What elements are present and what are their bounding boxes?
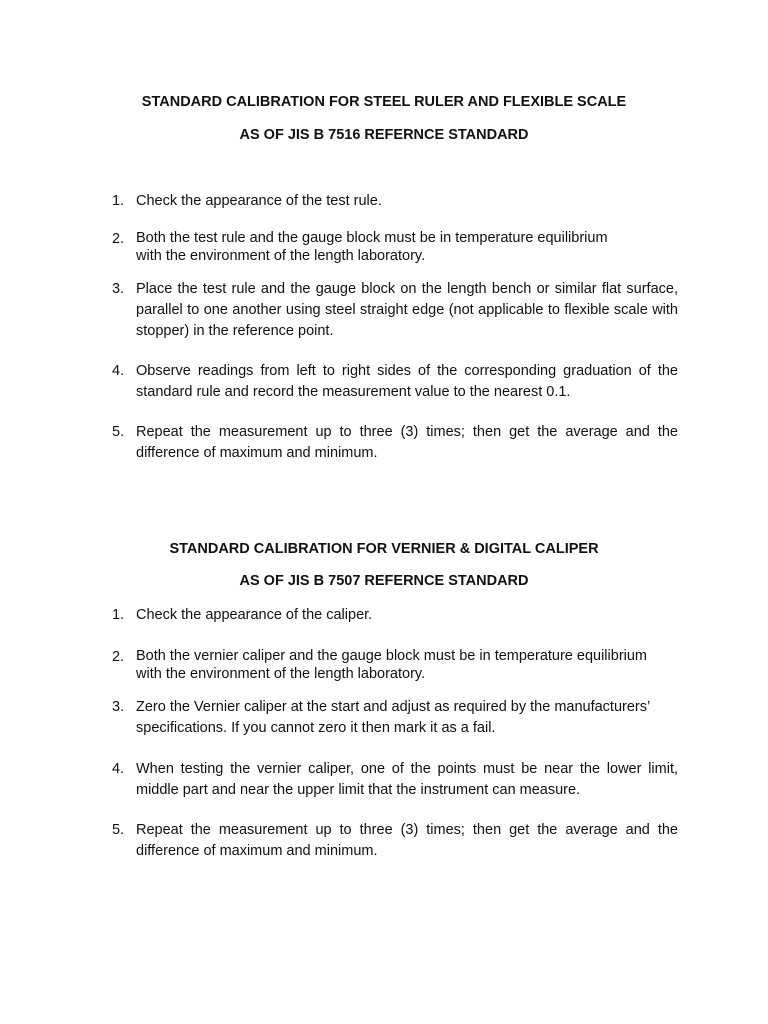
item-number: 1. xyxy=(112,607,125,623)
section2-title: STANDARD CALIBRATION FOR VERNIER & DIGITAL CALIPER xyxy=(169,541,599,557)
item-number: 4. xyxy=(112,363,125,379)
item-text: Repeat the measurement up to three (3) times; then get the average and the difference of maximum and minimum. xyxy=(136,424,678,461)
section2-subtitle: AS OF JIS B 7507 REFERNCE STANDARD xyxy=(239,573,529,589)
item-text: Check the appearance of the test rule. xyxy=(136,193,382,209)
item-text: Check the appearance of the caliper. xyxy=(136,607,373,623)
item-text: Zero the Vernier caliper at the start and adjust as required by the manufacturers’ specifications. If you cannot zero it then mark it as a fail. xyxy=(136,699,650,736)
item-number: 5. xyxy=(112,822,125,838)
item-text: When testing the vernier caliper, one of the points must be near the lower limit, middle part and near the upper limit that the instrument can measure. xyxy=(136,761,678,798)
item-number: 1. xyxy=(112,193,125,209)
item-number: 3. xyxy=(112,281,125,297)
section1-subtitle: AS OF JIS B 7516 REFERNCE STANDARD xyxy=(239,127,529,143)
section2-item-4 xyxy=(112,759,678,801)
item-text: Observe readings from left to right sides of the corresponding graduation of the standard rule and record the measurement value to the nearest 0.1. xyxy=(136,363,678,400)
item-text: Both the vernier caliper and the gauge block must be in temperature equilibrium with the environment of the length laboratory. xyxy=(136,648,648,682)
item-text: Both the test rule and the gauge block must be in temperature equilibrium with the environment of the length laboratory. xyxy=(136,230,608,264)
item-text: Repeat the measurement up to three (3) times; then get the average and the difference of maximum and minimum. xyxy=(136,822,678,859)
section1-item-1 xyxy=(112,191,678,212)
section1-item-5 xyxy=(112,422,678,464)
item-text: Place the test rule and the gauge block on the length bench or similar flat surface, parallel to one another using steel straight edge (not applicable to flexible scale with stopper) in the reference point. xyxy=(136,281,678,339)
item-number: 3. xyxy=(112,699,125,715)
section2-item-2 xyxy=(112,647,668,683)
section1-title: STANDARD CALIBRATION FOR STEEL RULER AND FLEXIBLE SCALE xyxy=(141,94,627,110)
section2-item-1 xyxy=(112,605,678,626)
section1-item-3 xyxy=(112,279,678,342)
item-number: 4. xyxy=(112,761,125,777)
section1-item-4 xyxy=(112,361,678,403)
item-number: 5. xyxy=(112,424,125,440)
item-number: 2. xyxy=(112,649,125,665)
section1-item-2 xyxy=(112,229,632,265)
item-number: 2. xyxy=(112,231,125,247)
section2-item-5 xyxy=(112,820,678,862)
section2-item-3 xyxy=(112,697,678,739)
